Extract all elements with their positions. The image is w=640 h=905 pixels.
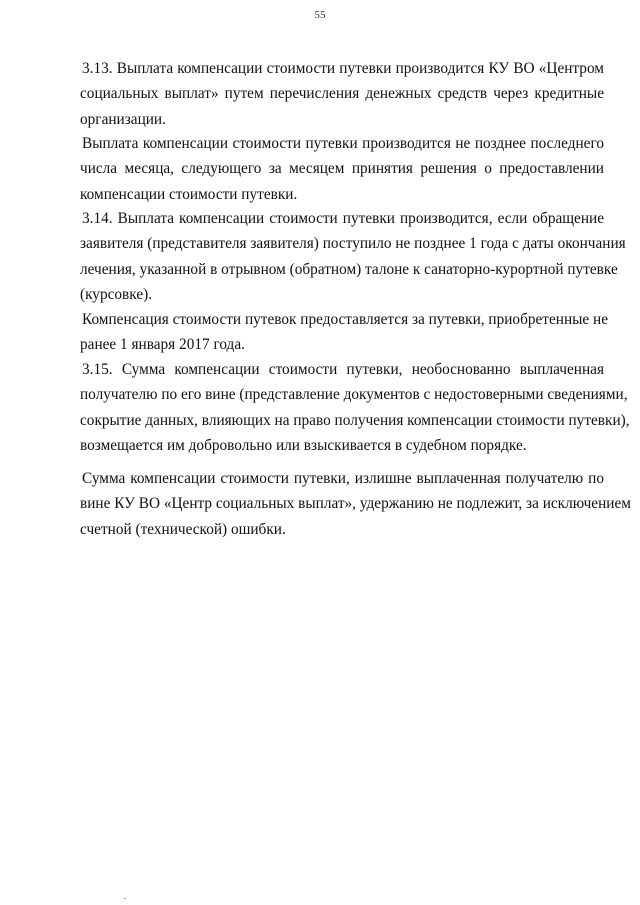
text-line: организации.: [80, 110, 166, 128]
text-line: Компенсация стоимости путевок предоставляется за путевки, приобретенные не: [82, 311, 609, 328]
text-line: 3.13. Выплата компенсации стоимости путевки производится КУ ВО «Центром: [82, 60, 604, 77]
page-number: 55: [314, 9, 326, 21]
paragraph-3-14: [82, 206, 604, 232]
paragraph-3-13: [82, 56, 604, 82]
text-line: вине КУ ВО «Центр социальных выплат», удержанию не подлежит, за исключением: [80, 495, 631, 512]
scan-speck: [124, 898, 126, 899]
text-line: 3.14. Выплата компенсации стоимости путевки производится, если обращение: [82, 210, 604, 227]
text-line: сокрытие данных, влияющих на право получения компенсации стоимости путевки),: [80, 411, 630, 429]
text-line: (курсовке).: [80, 286, 153, 303]
text-line: 3.15. Сумма компенсации стоимости путевки, необоснованно выплаченная: [82, 361, 604, 378]
text-line: возмещается им добровольно или взыскивается в судебном порядке.: [80, 437, 527, 454]
text-line: ранее 1 января 2017 года.: [80, 336, 245, 353]
text-line: лечения, указанной в отрывном (обратном) талоне к санаторно-курортной путевке: [80, 260, 618, 278]
paragraph-compensation-date-continued: [80, 332, 604, 358]
paragraph-3-15: [82, 357, 604, 383]
text-line: компенсации стоимости путевки.: [80, 185, 298, 203]
paragraph-payment-deadline-continued: [80, 156, 604, 207]
text-line: Выплата компенсации стоимости путевки производится не позднее последнего: [82, 135, 604, 152]
text-line: числа месяца, следующего за месяцем принятия решения о предоставлении: [80, 160, 604, 177]
text-line: социальных выплат» путем перечисления денежных средств через кредитные: [80, 85, 604, 102]
paragraph-overpayment: [82, 466, 604, 492]
paragraph-compensation-date: [82, 307, 609, 333]
text-line: счетной (технической) ошибки.: [80, 520, 286, 538]
paragraph-3-14-continued: [80, 231, 626, 308]
paragraph-3-15-continued: [80, 382, 630, 459]
text-line: заявителя (представителя заявителя) поступило не позднее 1 года с даты окончания: [80, 235, 626, 252]
text-line: Сумма компенсации стоимости путевки, излишне выплаченная получателю по: [82, 470, 604, 487]
paragraph-3-13-continued: [80, 81, 604, 132]
text-line: получателю по его вине (представление документов с недостоверными сведениями,: [80, 386, 628, 403]
paragraph-overpayment-continued: [80, 491, 631, 542]
paragraph-payment-deadline: [82, 131, 604, 157]
